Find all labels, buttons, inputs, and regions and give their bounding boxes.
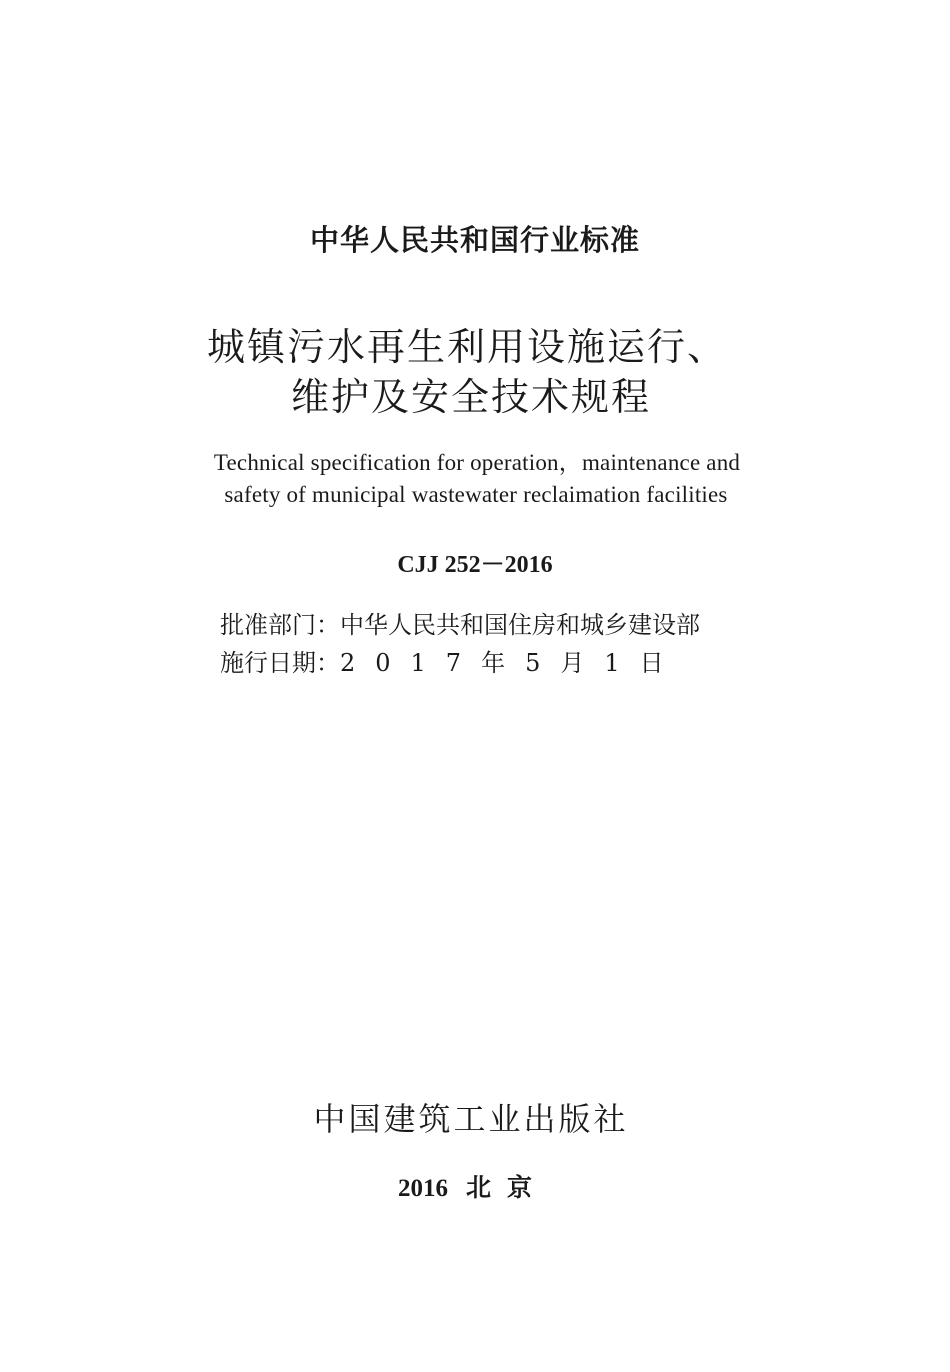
approval-label: 批准部门： [220, 611, 340, 639]
publication-year: 2016 [397, 1175, 448, 1202]
title-en-line-2: safety of municipal wastewater reclaimation facilities [224, 482, 728, 507]
effective-row [220, 644, 780, 682]
publisher: 中国建筑工业出版社 [313, 1100, 629, 1138]
publication-place [0, 1168, 948, 1204]
approval-value: 中华人民共和国住房和城乡建设部 [340, 611, 700, 639]
meta-block [220, 606, 780, 682]
title-cn-line-2: 维护及安全技术规程 [290, 375, 651, 419]
publication-city: 北京 [465, 1173, 548, 1202]
effective-date: 2017年5月1日 [340, 649, 684, 677]
approval-row [220, 606, 780, 644]
standard-code: CJJ 252－2016 [397, 552, 553, 578]
effective-label: 施行日期： [220, 649, 340, 677]
standard-category: 中华人民共和国行业标准 [309, 223, 640, 257]
title-cn-line-1: 城镇污水再生利用设施运行、 [206, 325, 727, 369]
title-en-line-1: Technical specification for operation，maintenance and [213, 450, 741, 475]
